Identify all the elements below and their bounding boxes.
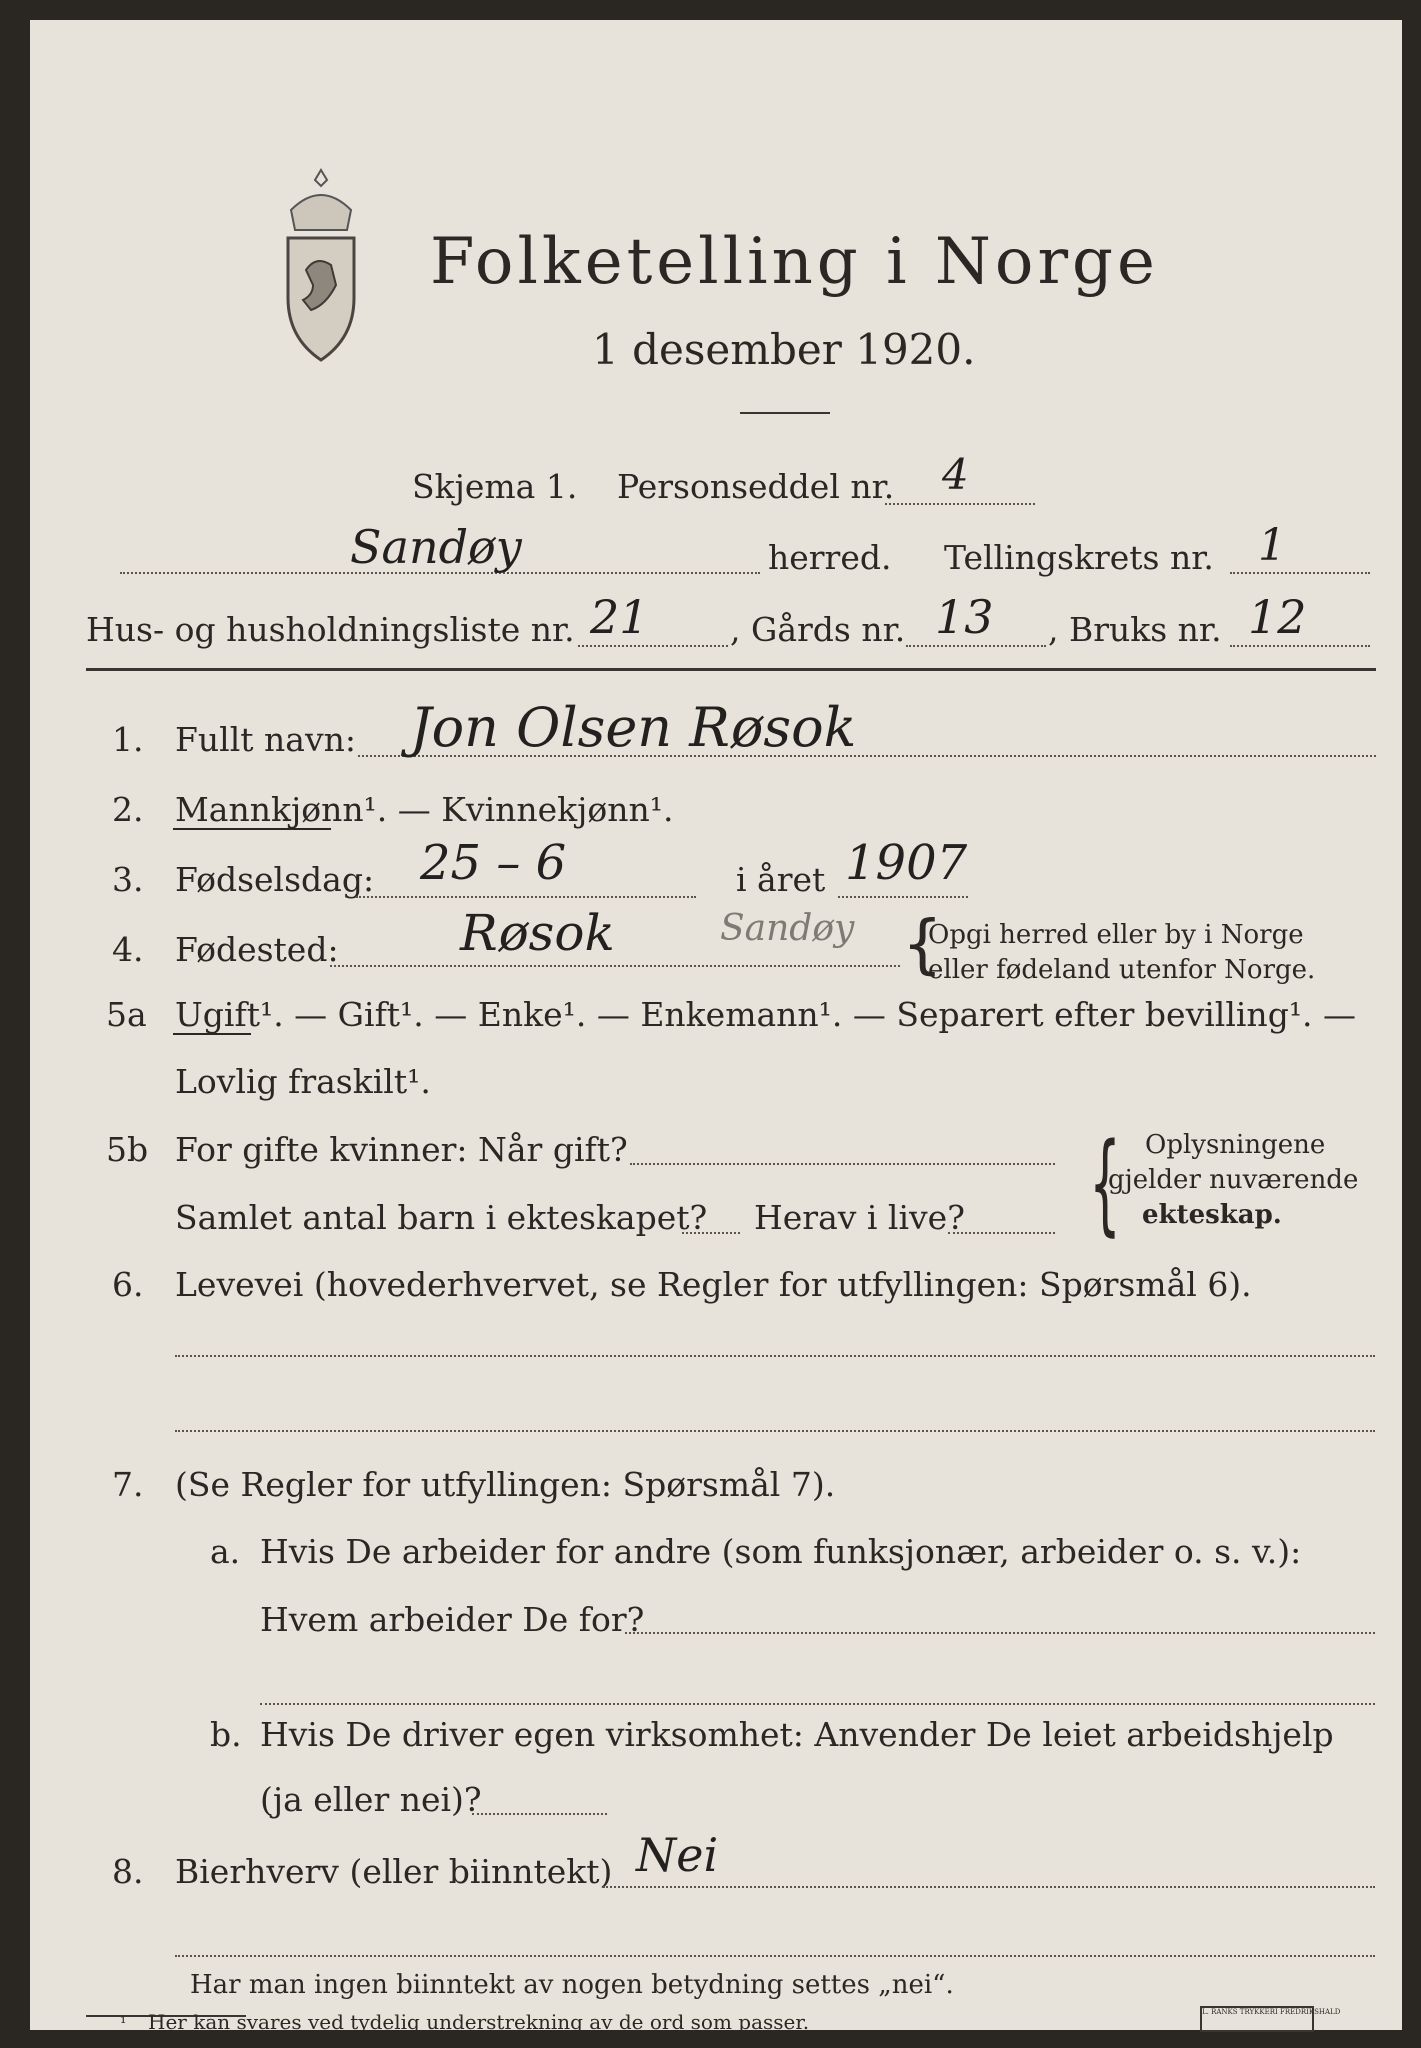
q2-label: Mannkjønn¹. — Kvinnekjønn¹.: [175, 790, 674, 829]
herred-value: Sandøy: [350, 520, 522, 574]
q5b-when-line: [630, 1163, 1055, 1165]
tellingskrets-value: 1: [1258, 520, 1286, 571]
q3-year-value: 1907: [845, 835, 968, 891]
q6-line-1: [175, 1355, 1375, 1357]
q1-value: Jon Olsen Røsok: [410, 696, 857, 759]
q5b-label: For gifte kvinner: Når gift?: [175, 1130, 628, 1169]
herred-label: herred.: [768, 538, 892, 577]
q4-value: Røsok: [460, 904, 615, 962]
ugift-underline: [173, 1033, 251, 1035]
tellingskrets-label: Tellingskrets nr.: [944, 538, 1214, 577]
husliste-value: 21: [590, 590, 649, 644]
q7b-line: [472, 1813, 607, 1815]
form-title: Folketelling i Norge: [430, 225, 1159, 299]
q5b-label-2: Samlet antal barn i ekteskapet?: [175, 1198, 708, 1237]
q4-pencil-note: Sandøy: [720, 908, 855, 949]
tellingskrets-line: [1230, 572, 1370, 574]
personseddel-line: [885, 503, 1035, 505]
census-date: 1 desember 1920.: [592, 325, 976, 374]
q7a-line-2: [260, 1703, 1375, 1705]
q8-value: Nei: [636, 1828, 719, 1882]
husliste-label: Hus- og husholdningsliste nr.: [86, 610, 575, 649]
q8-number: 8.: [112, 1852, 144, 1891]
q3-value: 25 – 6: [420, 835, 567, 891]
printer-stamp: [1200, 2006, 1341, 2032]
q8-note: Har man ingen biinntekt av nogen betydning settes „nei“.: [190, 1970, 954, 2000]
q6-label: Levevei (hovederhvervet, se Regler for utfyllingen: Spørsmål 6).: [175, 1265, 1252, 1304]
q8-line-2: [175, 1955, 1375, 1957]
q5a-number: 5a: [106, 995, 147, 1034]
q1-label: Fullt navn:: [175, 720, 356, 759]
q6-line-2: [175, 1430, 1375, 1432]
q7a-line-1: [625, 1632, 1375, 1634]
footnote-number: ¹: [120, 2013, 127, 2032]
q7a-number: a.: [210, 1532, 241, 1571]
q8-line: [603, 1886, 1375, 1888]
personseddel-value: 4: [942, 450, 969, 499]
q5a-label-2: Lovlig fraskilt¹.: [175, 1062, 431, 1101]
q3-line: [356, 896, 696, 898]
q3-label: Fødselsdag:: [175, 860, 375, 899]
q7a-label-2: Hvem arbeider De for?: [260, 1600, 645, 1639]
bruks-line: [1230, 645, 1370, 647]
q4-label: Fødested:: [175, 930, 339, 969]
q7-number: 7.: [112, 1465, 144, 1504]
q7b-number: b.: [210, 1715, 242, 1754]
gards-value: 13: [935, 590, 994, 644]
q7a-label: Hvis De arbeider for andre (som funksjonær, arbeider o. s. v.):: [260, 1532, 1302, 1571]
q7b-label-2: (ja eller nei)?: [260, 1780, 482, 1819]
bruks-label: , Bruks nr.: [1048, 610, 1222, 649]
q6-number: 6.: [112, 1265, 144, 1304]
bruks-value: 12: [1248, 590, 1307, 644]
title-divider: [740, 412, 830, 414]
header-rule: [86, 668, 1376, 671]
q5b-children-line: [682, 1232, 740, 1234]
q2-number: 2.: [112, 790, 144, 829]
printer-stamp-text: L. RANKS TRYKKERI FREDRIKSHALD: [1202, 2008, 1341, 2016]
q3-number: 3.: [112, 860, 144, 899]
q4-line: [330, 965, 900, 967]
footnote: Her kan svares ved tydelig understrekning av de ord som passer.: [148, 2010, 810, 2034]
q5b-note-1: Oplysningene: [1145, 1130, 1326, 1160]
q5b-alive-line: [948, 1232, 1055, 1234]
q7b-label: Hvis De driver egen virksomhet: Anvender De leiet arbeidshjelp: [260, 1715, 1334, 1754]
q3-year-line: [838, 896, 968, 898]
q3-year-label: i året: [736, 860, 826, 899]
q4-number: 4.: [112, 930, 144, 969]
q7-label: (Se Regler for utfyllingen: Spørsmål 7).: [175, 1465, 836, 1504]
q5b-note-3: ekteskap.: [1142, 1200, 1282, 1230]
q4-note-2: eller fødeland utenfor Norge.: [928, 955, 1316, 985]
gards-line: [906, 645, 1046, 647]
q4-note-1: Opgi herred eller by i Norge: [928, 920, 1304, 950]
mannkjonn-underline: [173, 828, 331, 830]
skjema-label: Skjema 1.: [412, 467, 578, 506]
census-form-page: [30, 20, 1402, 2034]
q8-label: Bierhverv (eller biinntekt): [175, 1852, 613, 1891]
q4-brace: {: [902, 908, 943, 982]
norway-coat-of-arms-icon: [266, 160, 376, 370]
husliste-line: [578, 645, 728, 647]
q5b-number: 5b: [106, 1130, 149, 1169]
q5b-brace: {: [1089, 1119, 1121, 1247]
q5b-label-3: Herav i live?: [754, 1198, 965, 1237]
q5b-note-2: gjelder nuværende: [1108, 1165, 1359, 1195]
q1-number: 1.: [112, 720, 144, 759]
gards-label: , Gårds nr.: [730, 610, 906, 649]
personseddel-label: Personseddel nr.: [617, 467, 895, 506]
q5a-label: Ugift¹. — Gift¹. — Enke¹. — Enkemann¹. — Separert efter bevilling¹. —: [175, 995, 1357, 1034]
